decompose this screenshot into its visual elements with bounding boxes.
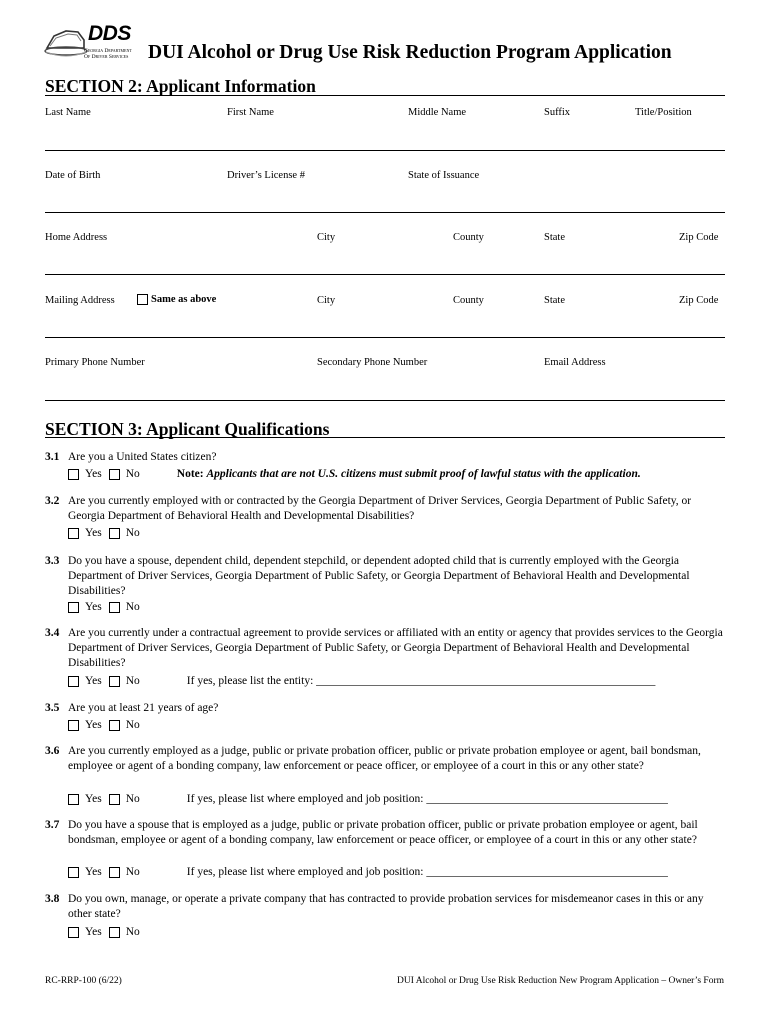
home-address-field-line[interactable] — [45, 274, 725, 275]
yes-checkbox[interactable] — [68, 927, 79, 938]
employment-field[interactable]: If yes, please list where employed and job position: __________________________________________ — [186, 793, 668, 805]
section-3-rule — [45, 437, 725, 438]
no-checkbox[interactable] — [109, 720, 120, 731]
yes-checkbox[interactable] — [68, 794, 79, 805]
license-label: Driver’s License # — [227, 170, 305, 181]
question-3-5-options — [68, 719, 147, 731]
no-option[interactable]: No — [109, 866, 140, 878]
mailing-address-field-line[interactable] — [45, 337, 725, 338]
question-3-2-options — [68, 527, 147, 539]
name-field-line[interactable] — [45, 150, 725, 151]
phone-field-line[interactable] — [45, 400, 725, 401]
yes-option[interactable]: Yes — [68, 601, 102, 613]
home-city-label: City — [317, 232, 336, 243]
question-3-2: 3.2 Are you currently employed with or contracted by the Georgia Department of Driver Services, Georgia Department of Public Safety, or Georgia Department of Behavioral Health and Developmental Disabilities? — [45, 495, 692, 522]
no-checkbox[interactable] — [109, 927, 120, 938]
yes-option[interactable]: Yes — [68, 866, 102, 878]
citizenship-note: Note: Applicants that are not U.S. citizens must submit proof of lawful status with the application. — [176, 468, 641, 480]
dob-label: Date of Birth — [45, 170, 101, 181]
no-checkbox[interactable] — [109, 794, 120, 805]
question-3-7: 3.7 Do you have a spouse that is employed as a judge, public or private probation officer, public or private probation employee or agent, bail bondsman, employee or agent of a bonding company, law enforcement or peace officer, or employee of a court in this or any other state? — [45, 819, 698, 846]
dds-car-icon — [44, 26, 88, 60]
question-3-8-options — [68, 926, 147, 938]
question-3-6: 3.6 Are you currently employed as a judge, public or private probation officer, public or private probation employee or agent, bail bondsman, employee or agent of a bonding company, law enforcement or peace officer, or employee of a court in this or any other state? — [45, 745, 701, 772]
question-3-4-options — [68, 675, 655, 687]
no-checkbox[interactable] — [109, 469, 120, 480]
entity-field[interactable]: If yes, please list the entity: ___________________________________________________________ — [186, 675, 656, 687]
no-checkbox[interactable] — [109, 676, 120, 687]
question-3-7-options — [68, 866, 668, 878]
title-position-label: Title/Position — [635, 107, 692, 118]
no-option[interactable]: No — [109, 601, 140, 613]
question-3-8: 3.8 Do you own, manage, or operate a private company that has contracted to provide probation services for misdemeanor cases in this or any other state? — [45, 893, 704, 920]
last-name-label: Last Name — [45, 107, 91, 118]
question-3-3: 3.3 Do you have a spouse, dependent child, dependent stepchild, or dependent adopted child that is currently employed with the Georgia Department of Driver Services, Georgia Department of Public Safety, or Georgia Department of Behavioral Health and Developmental Disabilities? — [45, 555, 690, 597]
question-3-1: 3.1 Are you a United States citizen? — [45, 451, 217, 463]
yes-option[interactable]: Yes — [68, 675, 102, 687]
no-checkbox[interactable] — [109, 528, 120, 539]
no-checkbox[interactable] — [109, 867, 120, 878]
no-option[interactable]: No — [109, 527, 140, 539]
yes-option[interactable]: Yes — [68, 926, 102, 938]
section-2-rule — [45, 95, 725, 96]
form-name: DUI Alcohol or Drug Use Risk Reduction New Program Application – Owner’s Form — [396, 976, 724, 986]
yes-option[interactable]: Yes — [68, 719, 102, 731]
no-option[interactable]: No — [109, 675, 140, 687]
home-county-label: County — [453, 232, 484, 243]
yes-checkbox[interactable] — [68, 528, 79, 539]
secondary-phone-label: Secondary Phone Number — [317, 357, 428, 368]
same-as-above-label: Same as above — [151, 294, 217, 305]
form-id: RC-RRP-100 (6/22) — [45, 976, 122, 986]
logo-text: DDS — [88, 22, 131, 45]
no-option[interactable]: No — [109, 926, 140, 938]
mailing-state-label: State — [544, 295, 565, 306]
question-3-1-options — [68, 468, 641, 480]
section-2-heading: SECTION 2: Applicant Information — [45, 76, 316, 96]
same-as-above-option[interactable] — [137, 294, 216, 305]
mailing-zip-label: Zip Code — [679, 295, 719, 306]
suffix-label: Suffix — [544, 107, 571, 118]
yes-option[interactable]: Yes — [68, 793, 102, 805]
dob-field-line[interactable] — [45, 212, 725, 213]
yes-checkbox[interactable] — [68, 676, 79, 687]
state-issuance-label: State of Issuance — [408, 170, 480, 181]
email-label: Email Address — [544, 357, 606, 368]
home-address-label: Home Address — [45, 232, 108, 243]
page-title: DUI Alcohol or Drug Use Risk Reduction Program Application — [148, 42, 672, 63]
same-as-above-checkbox[interactable] — [137, 294, 148, 305]
first-name-label: First Name — [227, 107, 274, 118]
mailing-county-label: County — [453, 295, 484, 306]
yes-option[interactable]: Yes — [68, 468, 102, 480]
logo-subtitle: Georgia Department Of Driver Services — [84, 48, 132, 60]
yes-checkbox[interactable] — [68, 602, 79, 613]
no-checkbox[interactable] — [109, 602, 120, 613]
primary-phone-label: Primary Phone Number — [45, 357, 145, 368]
question-3-4: 3.4 Are you currently under a contractual agreement to provide services or affiliated with an entity or agency that provides services to the Georgia Department of Driver Services, Georgia Department of Public Safety, or Georgia Department of Behavioral Health and Developmental Disabilities? — [45, 627, 723, 669]
home-state-label: State — [544, 232, 565, 243]
yes-option[interactable]: Yes — [68, 527, 102, 539]
dds-logo — [44, 22, 140, 68]
home-zip-label: Zip Code — [679, 232, 719, 243]
no-option[interactable]: No — [109, 468, 140, 480]
section-3-heading: SECTION 3: Applicant Qualifications — [45, 419, 330, 439]
yes-checkbox[interactable] — [68, 720, 79, 731]
no-option[interactable]: No — [109, 719, 140, 731]
question-3-3-options — [68, 601, 147, 613]
yes-checkbox[interactable] — [68, 469, 79, 480]
question-3-5: 3.5 Are you at least 21 years of age? — [45, 702, 219, 714]
question-3-6-options — [68, 793, 668, 805]
yes-checkbox[interactable] — [68, 867, 79, 878]
mailing-address-label: Mailing Address — [45, 295, 115, 306]
spouse-employment-field[interactable]: If yes, please list where employed and job position: __________________________________________ — [186, 866, 668, 878]
mailing-city-label: City — [317, 295, 336, 306]
middle-name-label: Middle Name — [408, 107, 467, 118]
no-option[interactable]: No — [109, 793, 140, 805]
